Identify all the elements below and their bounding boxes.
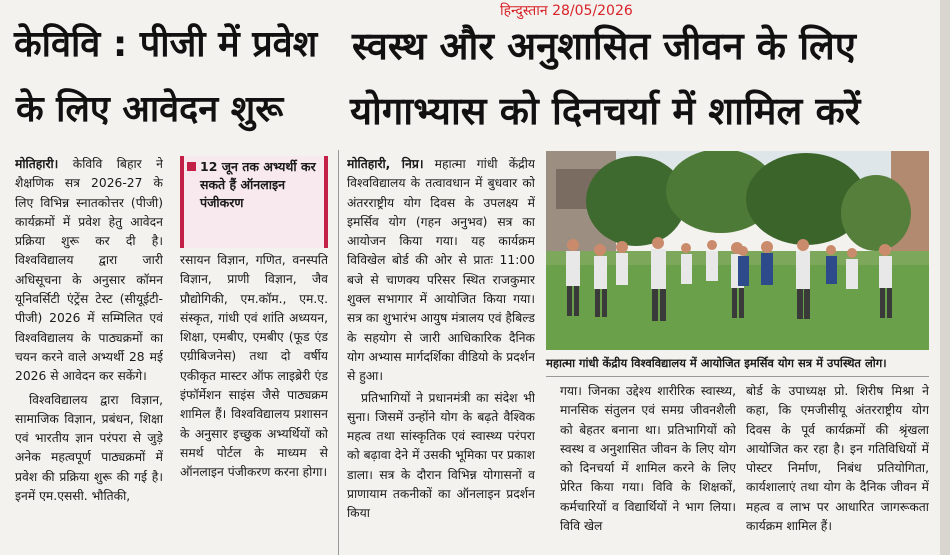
left-para-2: विश्वविद्यालय द्वारा विज्ञान, सामाजिक विज्ञान, प्रबंधन, शिक्षा एवं भारतीय ज्ञान परंपरा से जुड़े अनेक महत्वपूर्ण पाठ्यक्रमों में प्रवेश की प्रक्रिया शुरू की गई है। इनमें एम.एससी. भौतिकी, bbox=[15, 392, 163, 504]
caption-rule bbox=[546, 376, 929, 377]
right-para-1: महात्मा गांधी केंद्रीय विश्वविद्यालय के तत्वावधान में बुधवार को अंतरराष्ट्रीय योग दिवस के उपलक्ष्य में इमर्सिव योग (गहन अनुभव) सत्र का आयोजन किया गया। यह कार्यक्रम विविखेल बोर्ड की ओर से प्रातः 11:00 बजे से चाणक्य परिसर स्थित राजकुमार शुक्ल सभागार में आयोजित किया गया। सत्र का शुभारंभ आयुष मंत्रालय एवं हैबिल्ड के सहयोग से जारी आधिकारिक दैनिक योग अभ्यास मार्गदर्शिका वीडियो के प्रदर्शन से हुआ। bbox=[347, 157, 535, 384]
pullquote-box bbox=[180, 156, 328, 248]
right-col3-text: बोर्ड के उपाध्यक्ष प्रो. शिरीष मिश्रा ने कहा, कि एमजीसीयू अंतरराष्ट्रीय योग दिवस के पूर्व कार्यक्रमों की श्रृंखला आयोजित कर रहा है। इन गतिविधियों में पोस्टर निर्माण, निबंध प्रतियोगिता, कार्यशालाएं तथा योग के दैनिक जीवन में महत्व व लाभ पर आधारित जागरूकता कार्यक्रम शामिल हैं। bbox=[746, 384, 929, 534]
column-divider bbox=[338, 150, 339, 555]
right-story-column-1 bbox=[347, 155, 535, 555]
left-para-1: केविवि बिहार ने शैक्षणिक सत्र 2026-27 के लिए विभिन्न स्नातकोत्तर (पीजी) कार्यक्रमों में प्रवेश हेतु आवेदन प्रक्रिया शुरू कर दी है। विश्वविद्यालय द्वारा जारी अधिसूचना के अनुसार कॉमन यूनिवर्सिटी एंट्रेंस टेस्ट (सीयूईटी-पीजी) 2026 में सम्मिलित एवं विश्वविद्यालय के पाठ्यक्रमों का चयन करने वाले अभ्यर्थी 28 मई 2026 से आवेदन कर सकेंगे। bbox=[15, 157, 163, 384]
right-story-column-3 bbox=[746, 382, 929, 555]
left-col2-text: रसायन विज्ञान, गणित, वनस्पति विज्ञान, प्राणी विज्ञान, जैव प्रौद्योगिकी, एम.कॉम., एम.ए. संस्कृत, गांधी एवं शांति अध्ययन, शिक्षा, एमबीए, एमबीए (फूड एंड एग्रीबिजनेस) तथा दो वर्षीय एकीकृत मास्टर ऑफ लाइब्रेरी एंड इंफॉर्मेशन साइंस जैसे पाठ्यक्रम शामिल हैं। विश्वविद्यालय प्रशासन के अनुसार इच्छुक अभ्यर्थियों को समर्थ पोर्टल के माध्यम से ऑनलाइन पंजीकरण करना होगा। bbox=[180, 253, 328, 480]
right-para-2: प्रतिभागियों ने प्रधानमंत्री का संदेश भी सुना। जिसमें उन्होंने योग के बढ़ते वैश्विक महत्व तथा सांस्कृतिक एवं स्वास्थ्य परंपरा को बढ़ावा देने में उसकी भूमिका पर प्रकाश डाला। सत्र के दौरान विभिन्न योगासनों व प्राणायाम तकनीकों का ऑनलाइन प्रदर्शन किया bbox=[347, 390, 535, 521]
right-col2-text: गया। जिनका उद्देश्य शारीरिक स्वास्थ्य, मानसिक संतुलन एवं समग्र जीवनशैली को बेहतर बनाना था। प्रतिभागियों को स्वस्थ व अनुशासित जीवन के लिए योग को दिनचर्या में शामिल करने के लिए प्रेरित किया गया। विवि के शिक्षकों, कर्मचारियों व विद्यार्थियों ने भाग लिया। विवि खेल bbox=[560, 384, 736, 534]
left-headline-line2: के लिए आवेदन शुरू bbox=[16, 89, 284, 130]
left-headline-line1: केविवि : पीजी में प्रवेश bbox=[14, 24, 318, 65]
right-dateline: मोतिहारी, निप्र। bbox=[347, 157, 424, 171]
yoga-session-photo bbox=[546, 151, 929, 350]
right-story-column-2 bbox=[560, 382, 736, 555]
pullquote-text: 12 जून तक अभ्यर्थी कर सकते हैं ऑनलाइन पंजीकरण bbox=[200, 159, 316, 210]
masthead-date: हिन्दुस्तान 28/05/2026 bbox=[500, 3, 633, 19]
square-bullet-icon bbox=[187, 162, 196, 171]
right-headline-line2: योगाभ्यास को दिनचर्या में शामिल करें bbox=[350, 89, 861, 133]
left-story-column-1 bbox=[15, 155, 163, 555]
photo-caption: महात्मा गांधी केंद्रीय विश्वविद्यालय में आयोजित इमर्सिव योग सत्र में उपस्थित लोग। bbox=[546, 356, 887, 370]
left-story-column-2 bbox=[180, 251, 328, 551]
right-headline-line1: स्वस्थ और अनुशासित जीवन के लिए bbox=[352, 24, 856, 68]
page-edge bbox=[940, 0, 950, 555]
left-dateline: मोतिहारी। bbox=[15, 157, 59, 171]
